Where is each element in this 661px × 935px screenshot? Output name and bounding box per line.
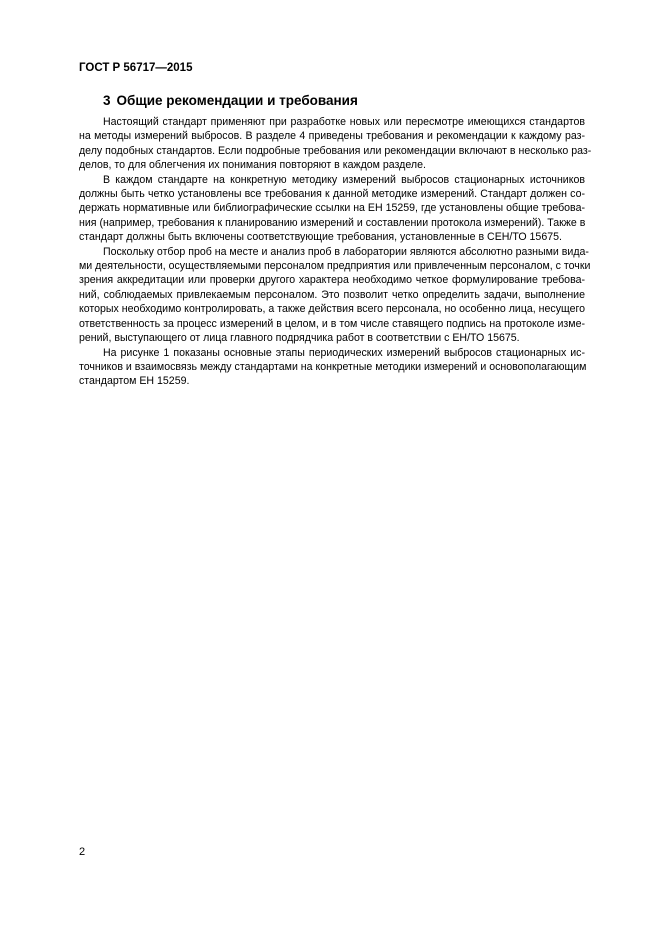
section-title: Общие рекомендации и требования (116, 93, 358, 108)
text-line: на методы измерений выбросов. В разделе 4 приведены требования и рекомендации к каждому раз- (79, 130, 585, 143)
paragraph-3 (79, 245, 591, 346)
text-line: стандартом ЕН 15259. (79, 375, 190, 388)
text-line: рений, выступающего от лица главного подрядчика работ в соответствии с ЕН/ТО 15675. (79, 332, 520, 345)
text-line: На рисунке 1 показаны основные этапы периодических измерений выбросов стационарных ис- (103, 346, 585, 359)
text-line: ний, соблюдаемых привлекаемым персоналом. Это позволит четко определить задачи, выполнение (79, 288, 585, 301)
page-number: 2 (79, 846, 86, 858)
text-line: держать нормативные или библиографические ссылки на ЕН 15259, где установлены общие требова- (79, 202, 585, 215)
paragraph-2 (79, 173, 585, 245)
text-line: делу подобных стандартов. Если подробные требования или рекомендации включают в несколько раз- (79, 144, 592, 157)
text-line: Настоящий стандарт применяют при разработке новых или пересмотре имеющихся стандартов (103, 116, 585, 128)
text-line: которых необходимо контролировать, а также действия всего персонала, но особенно лица, несущего (79, 303, 586, 316)
document-id-header: ГОСТ Р 56717—2015 (79, 62, 193, 74)
text-line: ответственность за процесс измерений в целом, и в том числе ставящего подпись на протоколе изме- (79, 317, 585, 330)
text-line: Поскольку отбор проб на месте и анализ проб в лаборатории являются абсолютно разными вида- (103, 245, 589, 258)
section-number: 3 (103, 93, 111, 108)
text-line: должны быть четко установлены все требования к данной методике измерений. Стандарт должен со- (79, 188, 585, 201)
text-line: зрения аккредитации или проверки другого характера необходимо четкое формулирование требова- (79, 274, 585, 287)
paragraph-1 (79, 115, 592, 173)
text-line: ми деятельности, осуществляемыми персоналом предприятия или привлеченным персоналом, с точки (79, 260, 591, 273)
text-line: стандарт должны быть включены соответствующие требования, установленные в СЕН/ТО 15675. (79, 231, 562, 244)
paragraph-4 (79, 346, 585, 389)
section-heading (103, 93, 358, 108)
text-line: точников и взаимосвязь между стандартами на конкретные методики измерений и основополагающим (79, 360, 587, 373)
section-body (79, 115, 592, 389)
text-line: В каждом стандарте на конкретную методику измерений выбросов стационарных источников (103, 173, 585, 186)
text-line: ния (например, требования к планированию измерений и составлении протокола измерений). Также в (79, 216, 586, 229)
text-line: делов, то для облегчения их понимания повторяют в каждом разделе. (79, 159, 426, 172)
